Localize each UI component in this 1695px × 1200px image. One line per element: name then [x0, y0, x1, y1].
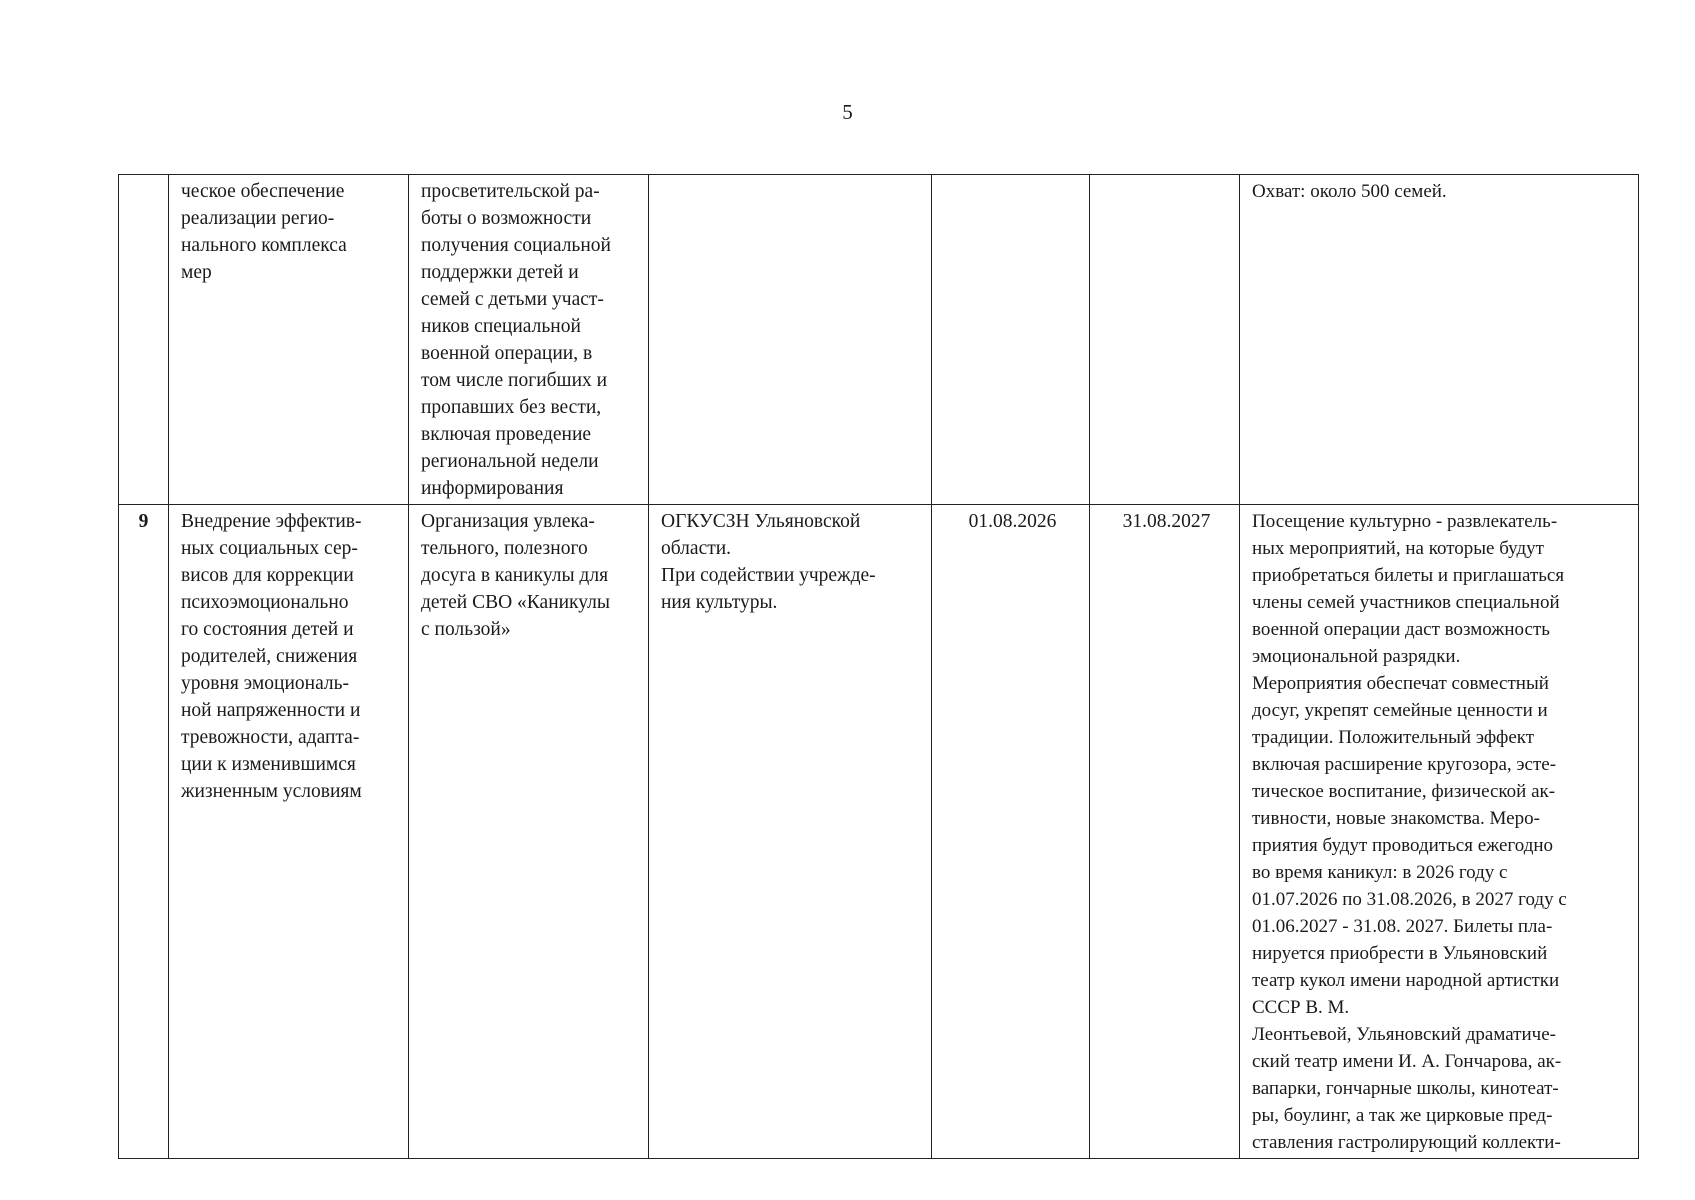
cell-text-line: военной операции даст возможность	[1252, 619, 1550, 640]
cell-text-line: ческое обеспечение	[181, 181, 345, 202]
cell-text-line: области.	[661, 538, 732, 559]
executor-cell	[649, 505, 932, 1159]
executor-cell	[649, 175, 932, 505]
activity-cell	[409, 175, 649, 505]
cell-text-line: с пользой»	[421, 619, 511, 640]
cell-text-line: ставления гастролирующий коллекти-	[1252, 1132, 1561, 1153]
cell-text-line: жизненным условиям	[181, 781, 362, 802]
cell-text-line: театр кукол имени народной артистки	[1252, 970, 1560, 991]
cell-text-line: мер	[181, 262, 212, 283]
cell-text-line: просветительской ра-	[421, 181, 600, 202]
page-number: 5	[842, 100, 853, 124]
cell-text-line: тическое воспитание, физической ак-	[1252, 781, 1556, 802]
end-date-cell	[1090, 175, 1240, 505]
cell-text-line: Организация увлека-	[421, 511, 595, 532]
cell-text-line: пропавших без вести,	[421, 397, 602, 418]
cell-text-line: ников специальной	[421, 316, 581, 337]
end-date-cell: 31.08.2027	[1090, 505, 1240, 1159]
cell-text-line: во время каникул: в 2026 году с	[1252, 862, 1508, 883]
start-date-cell	[932, 175, 1090, 505]
cell-text-line: психоэмоционально	[181, 592, 349, 613]
cell-text-line: приобретаться билеты и приглашаться	[1252, 565, 1565, 586]
cell-text-line: 01.06.2027 - 31.08. 2027. Билеты пла-	[1252, 916, 1553, 937]
cell-text-line: реализации регио-	[181, 208, 335, 229]
cell-text-line: Посещение культурно - развлекатель-	[1252, 511, 1558, 532]
cell-text-line: Леонтьевой, Ульяновский драматиче-	[1252, 1024, 1556, 1045]
cell-text-line: детей СВО «Каникулы	[421, 592, 610, 613]
cell-text-line: традиции. Положительный эффект	[1252, 727, 1535, 748]
cell-text-line: Мероприятия обеспечат совместный	[1252, 673, 1549, 694]
cell-text-line: получения социальной	[421, 235, 611, 256]
cell-text-line: эмоциональной разрядки.	[1252, 646, 1461, 667]
cell-text-line: вапарки, гончарные школы, кинотеат-	[1252, 1078, 1559, 1099]
activity-cell	[409, 505, 649, 1159]
cell-text-line: включая расширение кругозора, эсте-	[1252, 754, 1557, 775]
cell-text-line: приятия будут проводиться ежегодно	[1252, 835, 1554, 856]
cell-text-line: нируется приобрести в Ульяновский	[1252, 943, 1548, 964]
cell-text-line: информирования	[421, 478, 564, 499]
result-cell	[1240, 505, 1639, 1159]
cell-text-line: 01.07.2026 по 31.08.2026, в 2027 году с	[1252, 889, 1567, 910]
cell-text-line: нального комплекса	[181, 235, 347, 256]
measures-table	[118, 174, 1639, 1159]
cell-text-line: ных социальных сер-	[181, 538, 358, 559]
row-number-cell: 9	[119, 505, 169, 1159]
cell-text-line: ния культуры.	[661, 592, 778, 613]
cell-text-line: региональной недели	[421, 451, 599, 472]
cell-text-line: ры, боулинг, а так же цирковые пред-	[1252, 1105, 1553, 1126]
cell-text-line: ОГКУСЗН Ульяновской	[661, 511, 861, 532]
cell-text-line: ский театр имени И. А. Гончарова, ак-	[1252, 1051, 1562, 1072]
start-date-cell: 01.08.2026	[932, 505, 1090, 1159]
direction-cell	[169, 505, 409, 1159]
cell-text-line: том числе погибших и	[421, 370, 608, 391]
cell-text-line: СССР В. М.	[1252, 997, 1350, 1018]
cell-text-line: ции к изменившимся	[181, 754, 356, 775]
cell-text-line: тревожности, адапта-	[181, 727, 360, 748]
cell-text-line: Охват: около 500 семей.	[1252, 181, 1447, 202]
cell-text-line: го состояния детей и	[181, 619, 354, 640]
cell-text-line: ных мероприятий, на которые будут	[1252, 538, 1544, 559]
cell-text-line: включая проведение	[421, 424, 592, 445]
row-number-cell	[119, 175, 169, 505]
cell-text-line: досуга в каникулы для	[421, 565, 609, 586]
cell-text-line: тивности, новые знакомства. Меро-	[1252, 808, 1540, 829]
table-row	[119, 505, 1639, 1159]
cell-text-line: Внедрение эффектив-	[181, 511, 362, 532]
cell-text-line: При содействии учрежде-	[661, 565, 876, 586]
cell-text-line: тельного, полезного	[421, 538, 588, 559]
cell-text-line: висов для коррекции	[181, 565, 354, 586]
result-cell	[1240, 175, 1639, 505]
cell-text-line: боты о возможности	[421, 208, 592, 229]
cell-text-line: члены семей участников специальной	[1252, 592, 1560, 613]
cell-text-line: семей с детьми участ-	[421, 289, 604, 310]
cell-text-line: родителей, снижения	[181, 646, 358, 667]
direction-cell	[169, 175, 409, 505]
table-row	[119, 175, 1639, 505]
cell-text-line: ной напряженности и	[181, 700, 361, 721]
cell-text-line: уровня эмоциональ-	[181, 673, 350, 694]
cell-text-line: досуг, укрепят семейные ценности и	[1252, 700, 1548, 721]
cell-text-line: поддержки детей и	[421, 262, 579, 283]
cell-text-line: военной операции, в	[421, 343, 593, 364]
